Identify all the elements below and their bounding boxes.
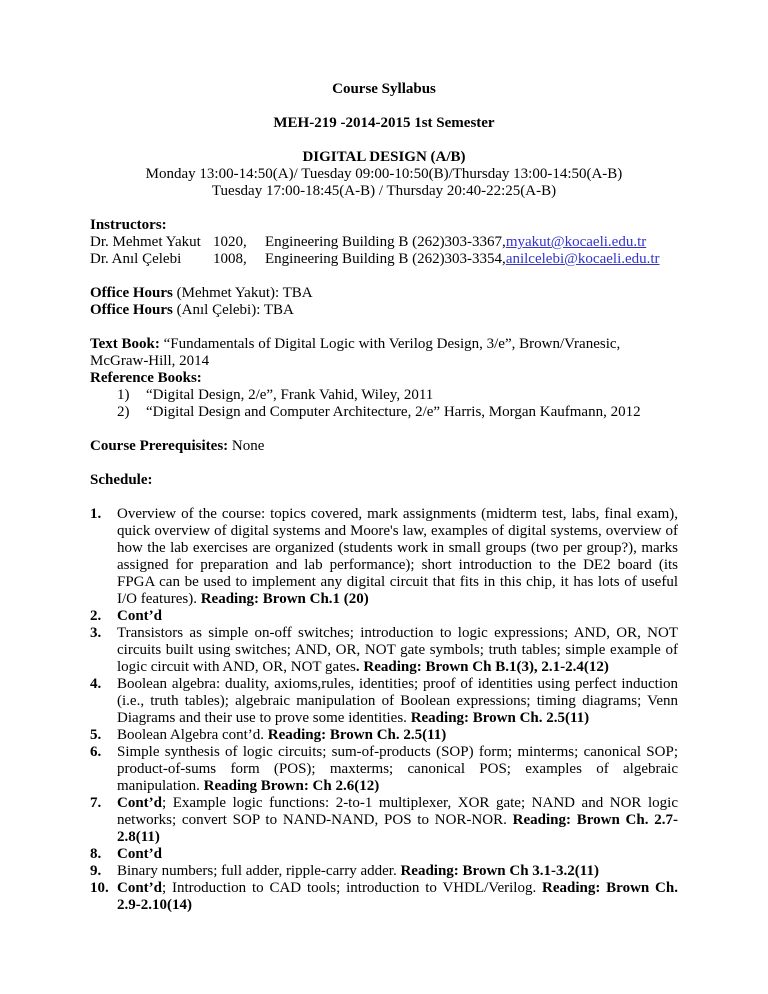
office-hours-value: (Mehmet Yakut): TBA [172,285,313,301]
schedule-item [90,846,678,863]
schedule-reading-bold: Cont’d [117,608,163,624]
reference-book-text: “Digital Design, 2/e”, Frank Vahid, Wiley, 2011 [146,387,434,403]
textbook-text: “Fundamentals of Digital Logic with Verilog Design, 3/e”, Brown/Vranesic, McGraw-Hill, 2014 [90,336,621,369]
spacer [90,421,678,438]
schedule-topic-text: Simple synthesis of logic circuits; sum-of-products (SOP) form; minterms; canonical SOP; product-of-sums form (POS); maxterms; canonical POS; examples of algebraic manipulation. [117,744,678,794]
schedule-reading-bold: Reading Brown: Ch 2.6(12) [203,778,380,794]
schedule-item-marker: 8. [90,846,102,862]
schedule-item-text [117,727,678,744]
schedule-item-text [117,608,678,625]
schedule-item-marker: 7. [90,795,102,811]
instructor-room: 1020, [213,234,247,250]
schedule-reading-bold: Cont’d [117,880,163,896]
schedule-item [90,795,678,846]
schedule-item-marker: 2. [90,608,102,624]
schedule-label: Schedule: [90,472,153,488]
schedule-item [90,506,678,608]
office-hours-value: (Anıl Çelebi): TBA [172,302,294,318]
meeting-times-line1: Monday 13:00-14:50(A)/ Tuesday 09:00-10:50(B)/Thursday 13:00-14:50(A-B) [145,166,623,182]
reference-book-text: “Digital Design and Computer Architecture, 2/e” Harris, Morgan Kaufmann, 2012 [146,404,641,420]
email-link[interactable]: anilcelebi@kocaeli.edu.tr [505,251,660,267]
office-hours-label: Office Hours [90,302,173,318]
office-hours-line [90,302,678,319]
doc-title: Course Syllabus [332,81,436,97]
schedule-reading-bold: Reading: Brown Ch. 2.5(11) [410,710,590,726]
reference-book-marker: 1) [117,387,130,403]
textbook-paragraph [90,336,678,370]
schedule-topic-text: Transistors as simple on-off switches; introduction to logic expressions; AND, OR, NOT circuits built using switches; AND, OR, NOT gate symbols; truth tables; simple example of logic circuit with AND, OR, NOT gates [117,625,678,675]
instructor-room: 1008, [213,251,247,267]
schedule-reading-bold: Reading: Brown Ch 3.1-3.2(11) [400,863,599,879]
schedule-reading-bold: Reading: Brown Ch. 2.9-2.10(14) [117,880,678,913]
schedule-item [90,625,678,676]
instructor-row [90,251,678,268]
schedule-topic-text: Binary numbers; full adder, ripple-carry adder. [117,863,401,879]
office-hours-label: Office Hours [90,285,173,301]
prerequisites-value: None [228,438,265,454]
schedule-item-text [117,863,678,880]
schedule-item-marker: 4. [90,676,102,692]
course-name: DIGITAL DESIGN (A/B) [302,149,466,165]
schedule-topic-text: ; Introduction to CAD tools; introduction to VHDL/Verilog. [162,880,543,896]
schedule-item [90,676,678,727]
prerequisites-line [90,438,678,455]
spacer [90,319,678,336]
textbook-label: Text Book: [90,336,160,352]
instructor-name: Dr. Mehmet Yakut [90,234,201,250]
schedule-item-text [117,880,678,914]
schedule-item-text [117,625,678,676]
schedule-item-marker: 1. [90,506,102,522]
instructors-list [90,234,678,268]
reference-books-list [90,387,678,421]
spacer [90,489,678,506]
office-hours-line [90,285,678,302]
schedule-item [90,608,678,625]
schedule-item-text [117,795,678,846]
schedule-item-marker: 10. [90,880,109,896]
instructor-detail: Engineering Building B (262)303-3367, [265,234,506,250]
spacer [90,200,678,217]
spacer [90,98,678,115]
schedule-item [90,727,678,744]
schedule-item-text [117,846,678,863]
schedule-topic-text: Overview of the course: topics covered, mark assignments (midterm test, labs, final exam), quick overview of digital systems and Moore's law, examples of digital systems, overview of how the lab exercises are organized (students work in small groups (two per group?), marks assigned for preparation and lab performance); short introduction to the DE2 board (its FPGA can be used to implement any digital circuit that fits in this chip, it has lots of useful I/O features). [117,506,678,607]
meeting-times-line2: Tuesday 17:00-18:45(A-B) / Thursday 20:40-22:25(A-B) [211,183,557,199]
schedule-item-text [117,506,678,608]
schedule-item [90,744,678,795]
course-code-semester: MEH-219 -2014-2015 1st Semester [273,115,495,131]
schedule-item-marker: 6. [90,744,102,760]
schedule-item-marker: 3. [90,625,102,641]
schedule-item-marker: 5. [90,727,102,743]
schedule-reading-bold: Cont’d [117,846,163,862]
schedule-item-marker: 9. [90,863,102,879]
schedule-item-text [117,676,678,727]
schedule-reading-bold: Reading: Brown Ch.1 (20) [200,591,369,607]
schedule-item-text [117,744,678,795]
office-hours-section [90,285,678,319]
email-link[interactable]: myakut@kocaeli.edu.tr [505,234,647,250]
schedule-list [90,506,678,914]
spacer [90,455,678,472]
instructor-name: Dr. Anıl Çelebi [90,251,182,267]
reference-books-label: Reference Books: [90,370,202,386]
schedule-reading-bold: Reading: Brown Ch. 2.5(11) [267,727,447,743]
schedule-topic-text: Boolean algebra: duality, axioms,rules, identities; proof of identities using perfect induction (i.e., truth tables); algebraic manipulation of Boolean expressions; timing diagrams; Venn Diagrams and their use to prove some identities. [117,676,678,726]
schedule-topic-text: Boolean Algebra cont’d. [117,727,268,743]
reference-book-marker: 2) [117,404,130,420]
instructor-row [90,234,678,251]
reference-book-item [117,387,678,404]
schedule-reading-bold: Cont’d [117,795,163,811]
schedule-reading-bold: Reading: Brown Ch. 2.7-2.8(11) [117,812,678,845]
instructors-label: Instructors: [90,217,167,233]
reference-book-item [117,404,678,421]
prerequisites-label: Course Prerequisites: [90,438,229,454]
schedule-topic-text: ; Example logic functions: 2-to-1 multiplexer, XOR gate; NAND and NOR logic networks; convert SOP to NAND-NAND, POS to NOR-NOR. [117,795,678,828]
spacer [90,268,678,285]
instructor-detail: Engineering Building B (262)303-3354, [265,251,506,267]
schedule-item [90,880,678,914]
schedule-reading-bold: . Reading: Brown Ch B.1(3), 2.1-2.4(12) [355,659,609,675]
spacer [90,132,678,149]
schedule-item [90,863,678,880]
